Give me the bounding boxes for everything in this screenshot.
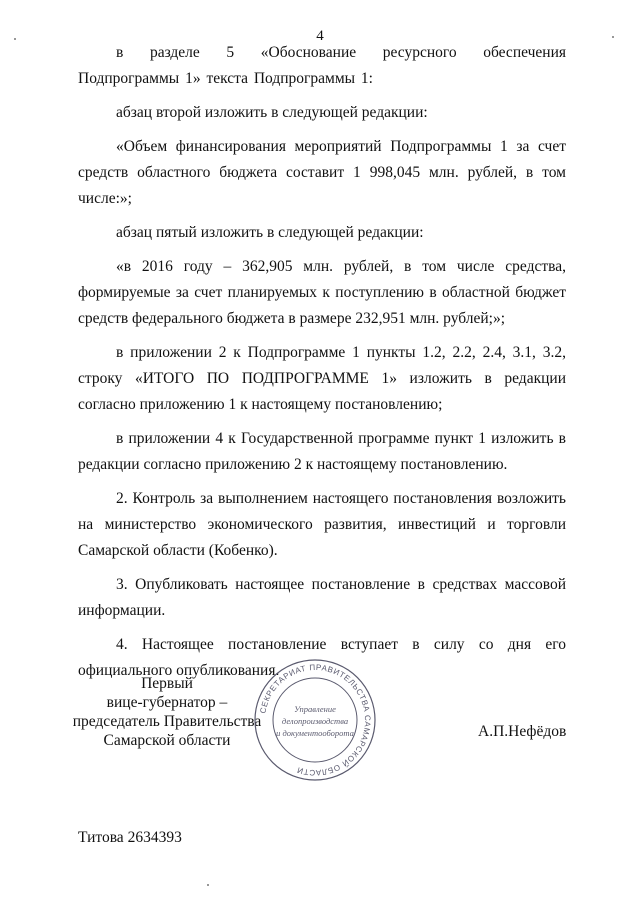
paragraph: 2. Контроль за выполнением настоящего постановления возложить на министерство экономического развития, инвестиций и торговли Самарской области (Кобенко). [78,490,566,559]
paragraph: в приложении 2 к Подпрограмме 1 пункты 1.2, 2.2, 2.4, 3.1, 3.2, строку «ИТОГО ПО ПОДПРОГРАММЕ 1» изложить в редакции согласно приложению 1 к настоящему постановлению; [78,344,566,413]
stamp-ring-text: СЕКРЕТАРИАТ ПРАВИТЕЛЬСТВА САМАРСКОЙ ОБЛАСТИ [258,662,373,778]
stamp-inner-text: и документооборота [276,728,354,738]
paragraph: 4. Настоящее постановление вступает в силу со дня его официального опубликования. [78,636,566,679]
stamp-inner-text: Управление [294,704,336,714]
signature-line: вице-губернатор – [106,694,228,711]
scan-speck [14,38,16,40]
signer-name: А.П.Нефёдов [478,723,567,740]
scan-speck [207,884,209,886]
official-stamp [252,657,378,783]
paragraph: «в 2016 году – 362,905 млн. рублей, в том числе средства, формируемые за счет планируемых к поступлению в областной бюджет средств федерального бюджета в размере 232,951 млн. рублей;»; [78,258,566,327]
signature-title [60,674,274,750]
signature-line: Первый [141,675,193,692]
signature-line: председатель Правительства [72,713,262,730]
paragraph: «Объем финансирования мероприятий Подпрограммы 1 за счет средств областного бюджета составит 1 998,045 млн. рублей, в том числе:»; [78,138,566,207]
paragraph: в приложении 4 к Государственной программе пункт 1 изложить в редакции согласно приложению 2 к настоящему постановлению. [78,430,566,473]
paragraph: абзац второй изложить в следующей редакции: [116,104,428,121]
signature-line: Самарской области [103,732,231,749]
paragraph: в разделе 5 «Обоснование ресурсного обеспечения Подпрограммы 1» текста Подпрограммы 1: [78,44,566,87]
stamp-inner-text: делопроизводства [281,716,349,726]
paragraph: 3. Опубликовать настоящее постановление в средствах массовой информации. [78,576,566,619]
page-number: 4 [316,28,324,44]
executor-note: Титова 2634393 [78,829,182,846]
document-body [78,40,566,684]
paragraph: абзац пятый изложить в следующей редакции: [116,224,424,241]
scan-speck [612,36,614,38]
